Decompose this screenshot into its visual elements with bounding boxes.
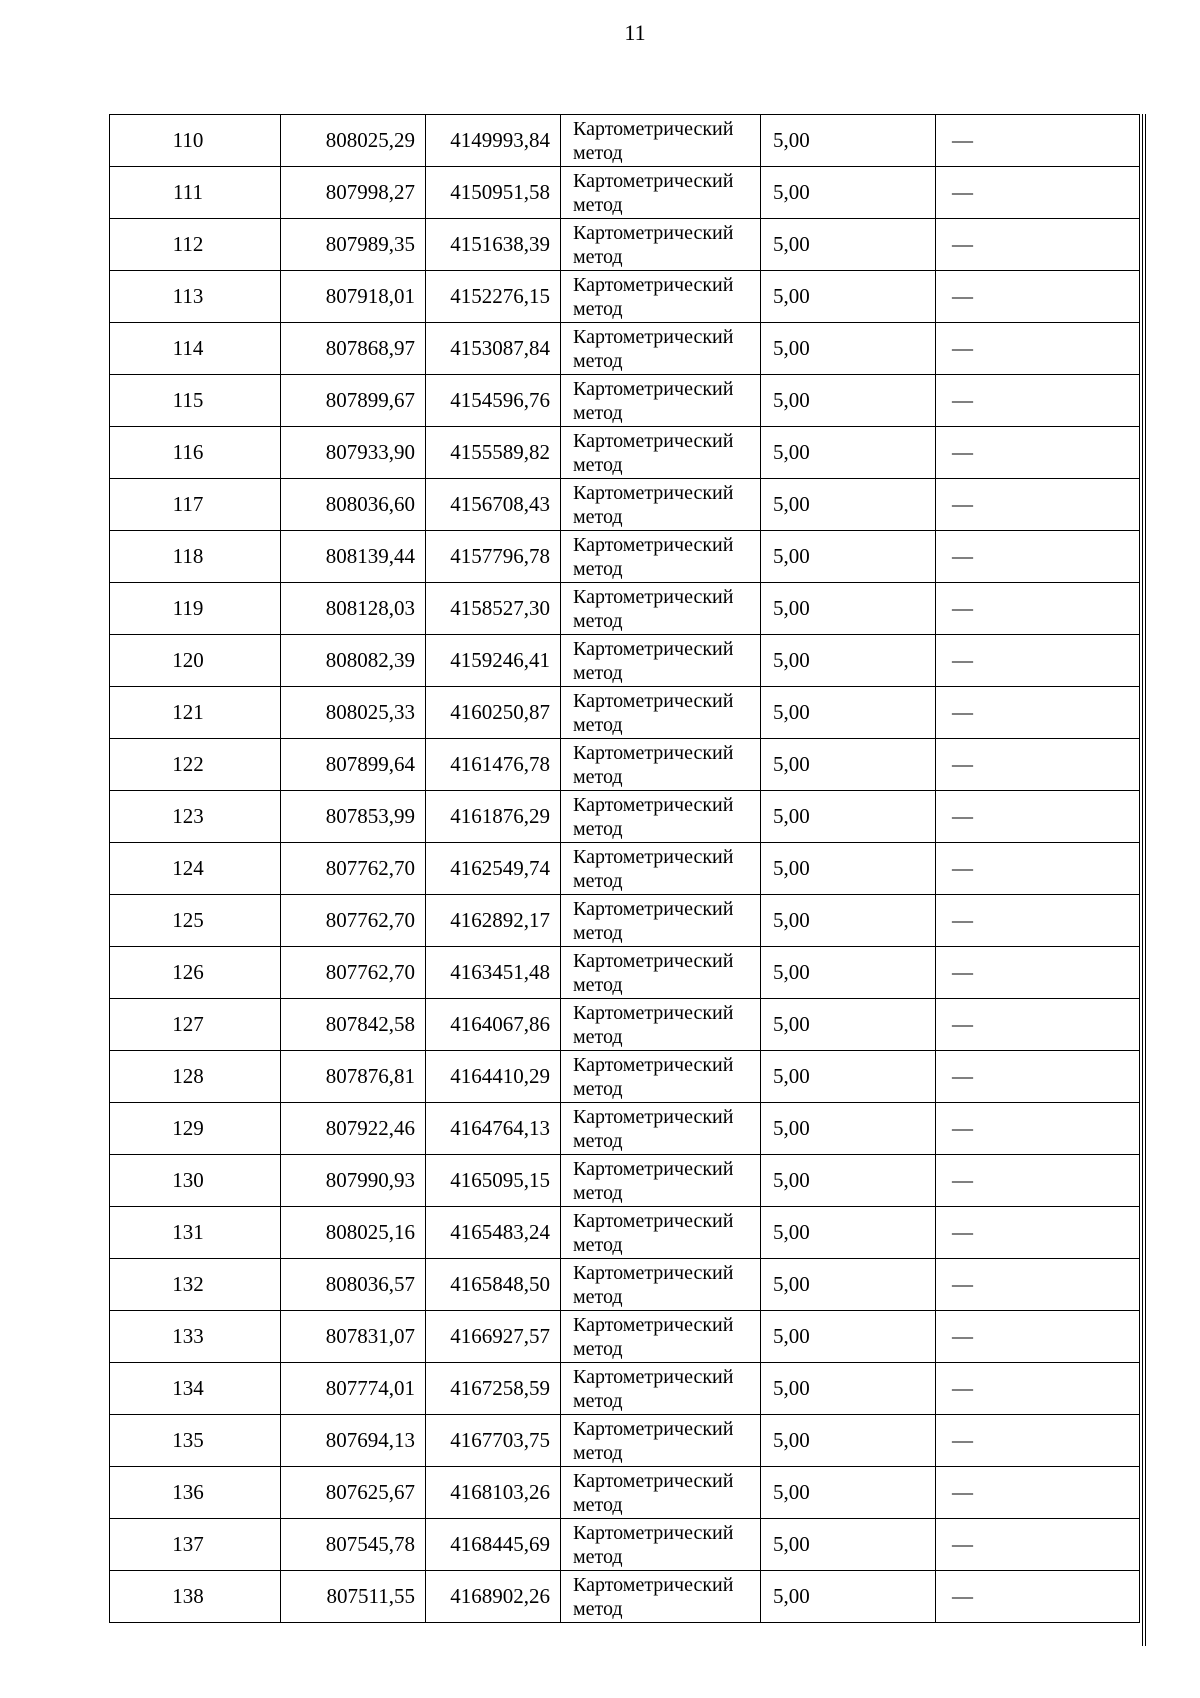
y-coordinate-cell: 4162549,74 xyxy=(426,843,561,895)
x-coordinate-cell: 807511,55 xyxy=(281,1571,426,1623)
accuracy-cell: 5,00 xyxy=(761,687,936,739)
point-number-cell: 125 xyxy=(110,895,281,947)
description-cell: — xyxy=(936,739,1140,791)
method-line-2: метод xyxy=(573,1389,623,1412)
description-cell: — xyxy=(936,1155,1140,1207)
accuracy-cell: 5,00 xyxy=(761,479,936,531)
point-number-cell: 127 xyxy=(110,999,281,1051)
description-cell: — xyxy=(936,375,1140,427)
description-cell: — xyxy=(936,1311,1140,1363)
table-row xyxy=(110,115,1140,167)
description-cell: — xyxy=(936,427,1140,479)
y-coordinate-cell: 4161476,78 xyxy=(426,739,561,791)
y-coordinate-cell: 4158527,30 xyxy=(426,583,561,635)
accuracy-cell: 5,00 xyxy=(761,219,936,271)
method-line-2: метод xyxy=(573,869,623,892)
accuracy-cell: 5,00 xyxy=(761,271,936,323)
x-coordinate-cell: 807625,67 xyxy=(281,1467,426,1519)
x-coordinate-cell: 807922,46 xyxy=(281,1103,426,1155)
point-number-cell: 133 xyxy=(110,1311,281,1363)
x-coordinate-cell: 807762,70 xyxy=(281,843,426,895)
method-line-1: Картометрический xyxy=(573,1521,734,1544)
method-line-2: метод xyxy=(573,1441,623,1464)
method-line-2: метод xyxy=(573,921,623,944)
y-coordinate-cell: 4160250,87 xyxy=(426,687,561,739)
description-cell: — xyxy=(936,1415,1140,1467)
x-coordinate-cell: 807853,99 xyxy=(281,791,426,843)
accuracy-cell: 5,00 xyxy=(761,635,936,687)
table-row xyxy=(110,1519,1140,1571)
accuracy-cell: 5,00 xyxy=(761,115,936,167)
table-row xyxy=(110,843,1140,895)
table-row xyxy=(110,427,1140,479)
method-line-2: метод xyxy=(573,297,623,320)
method-line-1: Картометрический xyxy=(573,585,734,608)
point-number-cell: 110 xyxy=(110,115,281,167)
accuracy-cell: 5,00 xyxy=(761,791,936,843)
coordinates-table-wrapper xyxy=(109,114,1139,1623)
y-coordinate-cell: 4156708,43 xyxy=(426,479,561,531)
method-line-1: Картометрический xyxy=(573,741,734,764)
description-cell: — xyxy=(936,271,1140,323)
method-line-2: метод xyxy=(573,453,623,476)
point-number-cell: 116 xyxy=(110,427,281,479)
method-cell xyxy=(561,999,761,1051)
table-row xyxy=(110,635,1140,687)
table-row xyxy=(110,947,1140,999)
method-line-1: Картометрический xyxy=(573,1261,734,1284)
method-line-2: метод xyxy=(573,1285,623,1308)
table-row xyxy=(110,791,1140,843)
method-line-2: метод xyxy=(573,349,623,372)
description-cell: — xyxy=(936,791,1140,843)
accuracy-cell: 5,00 xyxy=(761,1519,936,1571)
method-line-1: Картометрический xyxy=(573,689,734,712)
x-coordinate-cell: 807762,70 xyxy=(281,895,426,947)
description-cell: — xyxy=(936,583,1140,635)
method-line-2: метод xyxy=(573,1545,623,1568)
method-line-1: Картометрический xyxy=(573,117,734,140)
accuracy-cell: 5,00 xyxy=(761,1155,936,1207)
method-line-2: метод xyxy=(573,973,623,996)
description-cell: — xyxy=(936,167,1140,219)
x-coordinate-cell: 807774,01 xyxy=(281,1363,426,1415)
point-number-cell: 111 xyxy=(110,167,281,219)
y-coordinate-cell: 4159246,41 xyxy=(426,635,561,687)
x-coordinate-cell: 808025,29 xyxy=(281,115,426,167)
x-coordinate-cell: 807899,64 xyxy=(281,739,426,791)
y-coordinate-cell: 4168103,26 xyxy=(426,1467,561,1519)
method-line-2: метод xyxy=(573,1181,623,1204)
method-line-1: Картометрический xyxy=(573,1417,734,1440)
method-line-2: метод xyxy=(573,141,623,164)
x-coordinate-cell: 808036,57 xyxy=(281,1259,426,1311)
method-line-2: метод xyxy=(573,1597,623,1620)
accuracy-cell: 5,00 xyxy=(761,1103,936,1155)
method-cell xyxy=(561,375,761,427)
method-cell xyxy=(561,687,761,739)
method-line-2: метод xyxy=(573,193,623,216)
method-line-1: Картометрический xyxy=(573,273,734,296)
method-line-2: метод xyxy=(573,245,623,268)
y-coordinate-cell: 4167703,75 xyxy=(426,1415,561,1467)
description-cell: — xyxy=(936,1103,1140,1155)
method-cell xyxy=(561,219,761,271)
method-cell xyxy=(561,323,761,375)
method-line-1: Картометрический xyxy=(573,1469,734,1492)
table-row xyxy=(110,479,1140,531)
method-line-1: Картометрический xyxy=(573,481,734,504)
accuracy-cell: 5,00 xyxy=(761,375,936,427)
description-cell: — xyxy=(936,323,1140,375)
description-cell: — xyxy=(936,1051,1140,1103)
method-line-2: метод xyxy=(573,661,623,684)
method-cell xyxy=(561,427,761,479)
method-line-1: Картометрический xyxy=(573,1209,734,1232)
x-coordinate-cell: 808025,33 xyxy=(281,687,426,739)
y-coordinate-cell: 4161876,29 xyxy=(426,791,561,843)
x-coordinate-cell: 807545,78 xyxy=(281,1519,426,1571)
table-row xyxy=(110,1155,1140,1207)
point-number-cell: 118 xyxy=(110,531,281,583)
point-number-cell: 121 xyxy=(110,687,281,739)
accuracy-cell: 5,00 xyxy=(761,531,936,583)
description-cell: — xyxy=(936,843,1140,895)
x-coordinate-cell: 808082,39 xyxy=(281,635,426,687)
point-number-cell: 138 xyxy=(110,1571,281,1623)
table-row xyxy=(110,1207,1140,1259)
method-cell xyxy=(561,1519,761,1571)
method-line-1: Картометрический xyxy=(573,1053,734,1076)
method-line-2: метод xyxy=(573,1493,623,1516)
y-coordinate-cell: 4167258,59 xyxy=(426,1363,561,1415)
method-cell xyxy=(561,1571,761,1623)
point-number-cell: 117 xyxy=(110,479,281,531)
x-coordinate-cell: 807990,93 xyxy=(281,1155,426,1207)
right-border-line xyxy=(1142,114,1143,1646)
accuracy-cell: 5,00 xyxy=(761,947,936,999)
method-line-2: метод xyxy=(573,817,623,840)
description-cell: — xyxy=(936,1259,1140,1311)
accuracy-cell: 5,00 xyxy=(761,323,936,375)
method-line-1: Картометрический xyxy=(573,1157,734,1180)
method-cell xyxy=(561,843,761,895)
method-line-1: Картометрический xyxy=(573,637,734,660)
method-cell xyxy=(561,271,761,323)
point-number-cell: 136 xyxy=(110,1467,281,1519)
y-coordinate-cell: 4154596,76 xyxy=(426,375,561,427)
accuracy-cell: 5,00 xyxy=(761,1363,936,1415)
accuracy-cell: 5,00 xyxy=(761,1259,936,1311)
method-line-1: Картометрический xyxy=(573,1105,734,1128)
point-number-cell: 123 xyxy=(110,791,281,843)
accuracy-cell: 5,00 xyxy=(761,739,936,791)
point-number-cell: 114 xyxy=(110,323,281,375)
description-cell: — xyxy=(936,1519,1140,1571)
method-cell xyxy=(561,531,761,583)
method-cell xyxy=(561,635,761,687)
description-cell: — xyxy=(936,999,1140,1051)
table-row xyxy=(110,687,1140,739)
table-row xyxy=(110,375,1140,427)
x-coordinate-cell: 808025,16 xyxy=(281,1207,426,1259)
method-line-2: метод xyxy=(573,1077,623,1100)
y-coordinate-cell: 4165848,50 xyxy=(426,1259,561,1311)
x-coordinate-cell: 807998,27 xyxy=(281,167,426,219)
method-line-2: метод xyxy=(573,505,623,528)
description-cell: — xyxy=(936,1363,1140,1415)
y-coordinate-cell: 4164764,13 xyxy=(426,1103,561,1155)
accuracy-cell: 5,00 xyxy=(761,999,936,1051)
method-line-1: Картометрический xyxy=(573,1573,734,1596)
point-number-cell: 129 xyxy=(110,1103,281,1155)
x-coordinate-cell: 807989,35 xyxy=(281,219,426,271)
method-cell xyxy=(561,1259,761,1311)
method-line-1: Картометрический xyxy=(573,533,734,556)
x-coordinate-cell: 807694,13 xyxy=(281,1415,426,1467)
method-line-2: метод xyxy=(573,713,623,736)
method-line-2: метод xyxy=(573,1025,623,1048)
method-line-1: Картометрический xyxy=(573,1313,734,1336)
y-coordinate-cell: 4168445,69 xyxy=(426,1519,561,1571)
table-row xyxy=(110,1467,1140,1519)
method-line-1: Картометрический xyxy=(573,377,734,400)
table-body xyxy=(110,115,1140,1623)
page-number: 11 xyxy=(624,20,646,45)
table-row xyxy=(110,1415,1140,1467)
table-row xyxy=(110,219,1140,271)
method-line-1: Картометрический xyxy=(573,1001,734,1024)
y-coordinate-cell: 4162892,17 xyxy=(426,895,561,947)
point-number-cell: 119 xyxy=(110,583,281,635)
point-number-cell: 122 xyxy=(110,739,281,791)
table-row xyxy=(110,999,1140,1051)
table-row xyxy=(110,895,1140,947)
coordinates-table xyxy=(109,114,1140,1623)
accuracy-cell: 5,00 xyxy=(761,1467,936,1519)
method-line-1: Картометрический xyxy=(573,845,734,868)
description-cell: — xyxy=(936,635,1140,687)
right-border-line xyxy=(1145,114,1146,1646)
description-cell: — xyxy=(936,1207,1140,1259)
description-cell: — xyxy=(936,1571,1140,1623)
method-cell xyxy=(561,115,761,167)
point-number-cell: 128 xyxy=(110,1051,281,1103)
method-cell xyxy=(561,791,761,843)
method-line-1: Картометрический xyxy=(573,897,734,920)
method-cell xyxy=(561,1363,761,1415)
x-coordinate-cell: 808139,44 xyxy=(281,531,426,583)
accuracy-cell: 5,00 xyxy=(761,1207,936,1259)
method-cell xyxy=(561,1415,761,1467)
method-cell xyxy=(561,167,761,219)
method-line-1: Картометрический xyxy=(573,325,734,348)
accuracy-cell: 5,00 xyxy=(761,427,936,479)
accuracy-cell: 5,00 xyxy=(761,1571,936,1623)
method-cell xyxy=(561,583,761,635)
description-cell: — xyxy=(936,219,1140,271)
point-number-cell: 126 xyxy=(110,947,281,999)
point-number-cell: 135 xyxy=(110,1415,281,1467)
y-coordinate-cell: 4149993,84 xyxy=(426,115,561,167)
method-cell xyxy=(561,1467,761,1519)
description-cell: — xyxy=(936,1467,1140,1519)
x-coordinate-cell: 807842,58 xyxy=(281,999,426,1051)
x-coordinate-cell: 808036,60 xyxy=(281,479,426,531)
method-cell xyxy=(561,1155,761,1207)
table-row xyxy=(110,531,1140,583)
y-coordinate-cell: 4157796,78 xyxy=(426,531,561,583)
table-row xyxy=(110,583,1140,635)
point-number-cell: 130 xyxy=(110,1155,281,1207)
accuracy-cell: 5,00 xyxy=(761,167,936,219)
method-line-1: Картометрический xyxy=(573,793,734,816)
y-coordinate-cell: 4153087,84 xyxy=(426,323,561,375)
y-coordinate-cell: 4166927,57 xyxy=(426,1311,561,1363)
accuracy-cell: 5,00 xyxy=(761,1415,936,1467)
table-row xyxy=(110,271,1140,323)
point-number-cell: 112 xyxy=(110,219,281,271)
description-cell: — xyxy=(936,687,1140,739)
table-row xyxy=(110,1363,1140,1415)
x-coordinate-cell: 807868,97 xyxy=(281,323,426,375)
method-cell xyxy=(561,947,761,999)
method-line-1: Картометрический xyxy=(573,169,734,192)
y-coordinate-cell: 4165095,15 xyxy=(426,1155,561,1207)
method-line-2: метод xyxy=(573,1233,623,1256)
table-row xyxy=(110,1103,1140,1155)
table-row xyxy=(110,1571,1140,1623)
table-row xyxy=(110,1311,1140,1363)
method-cell xyxy=(561,1207,761,1259)
table-row xyxy=(110,167,1140,219)
method-cell xyxy=(561,1103,761,1155)
y-coordinate-cell: 4152276,15 xyxy=(426,271,561,323)
accuracy-cell: 5,00 xyxy=(761,583,936,635)
y-coordinate-cell: 4168902,26 xyxy=(426,1571,561,1623)
method-line-2: метод xyxy=(573,1337,623,1360)
y-coordinate-cell: 4150951,58 xyxy=(426,167,561,219)
point-number-cell: 120 xyxy=(110,635,281,687)
method-cell xyxy=(561,895,761,947)
y-coordinate-cell: 4164067,86 xyxy=(426,999,561,1051)
method-line-1: Картометрический xyxy=(573,1365,734,1388)
point-number-cell: 124 xyxy=(110,843,281,895)
description-cell: — xyxy=(936,479,1140,531)
method-line-2: метод xyxy=(573,557,623,580)
accuracy-cell: 5,00 xyxy=(761,1051,936,1103)
x-coordinate-cell: 807831,07 xyxy=(281,1311,426,1363)
point-number-cell: 132 xyxy=(110,1259,281,1311)
x-coordinate-cell: 807876,81 xyxy=(281,1051,426,1103)
accuracy-cell: 5,00 xyxy=(761,895,936,947)
x-coordinate-cell: 807918,01 xyxy=(281,271,426,323)
y-coordinate-cell: 4165483,24 xyxy=(426,1207,561,1259)
table-row xyxy=(110,739,1140,791)
method-line-2: метод xyxy=(573,609,623,632)
method-line-1: Картометрический xyxy=(573,429,734,452)
method-cell xyxy=(561,1311,761,1363)
method-line-2: метод xyxy=(573,765,623,788)
accuracy-cell: 5,00 xyxy=(761,1311,936,1363)
table-row xyxy=(110,1259,1140,1311)
point-number-cell: 134 xyxy=(110,1363,281,1415)
description-cell: — xyxy=(936,531,1140,583)
point-number-cell: 137 xyxy=(110,1519,281,1571)
method-cell xyxy=(561,1051,761,1103)
y-coordinate-cell: 4155589,82 xyxy=(426,427,561,479)
x-coordinate-cell: 807899,67 xyxy=(281,375,426,427)
table-row xyxy=(110,323,1140,375)
method-line-1: Картометрический xyxy=(573,221,734,244)
method-line-1: Картометрический xyxy=(573,949,734,972)
y-coordinate-cell: 4163451,48 xyxy=(426,947,561,999)
description-cell: — xyxy=(936,115,1140,167)
accuracy-cell: 5,00 xyxy=(761,843,936,895)
point-number-cell: 131 xyxy=(110,1207,281,1259)
method-line-2: метод xyxy=(573,1129,623,1152)
x-coordinate-cell: 807762,70 xyxy=(281,947,426,999)
y-coordinate-cell: 4164410,29 xyxy=(426,1051,561,1103)
point-number-cell: 115 xyxy=(110,375,281,427)
method-line-2: метод xyxy=(573,401,623,424)
method-cell xyxy=(561,479,761,531)
x-coordinate-cell: 807933,90 xyxy=(281,427,426,479)
table-row xyxy=(110,1051,1140,1103)
description-cell: — xyxy=(936,895,1140,947)
method-cell xyxy=(561,739,761,791)
description-cell: — xyxy=(936,947,1140,999)
point-number-cell: 113 xyxy=(110,271,281,323)
y-coordinate-cell: 4151638,39 xyxy=(426,219,561,271)
x-coordinate-cell: 808128,03 xyxy=(281,583,426,635)
